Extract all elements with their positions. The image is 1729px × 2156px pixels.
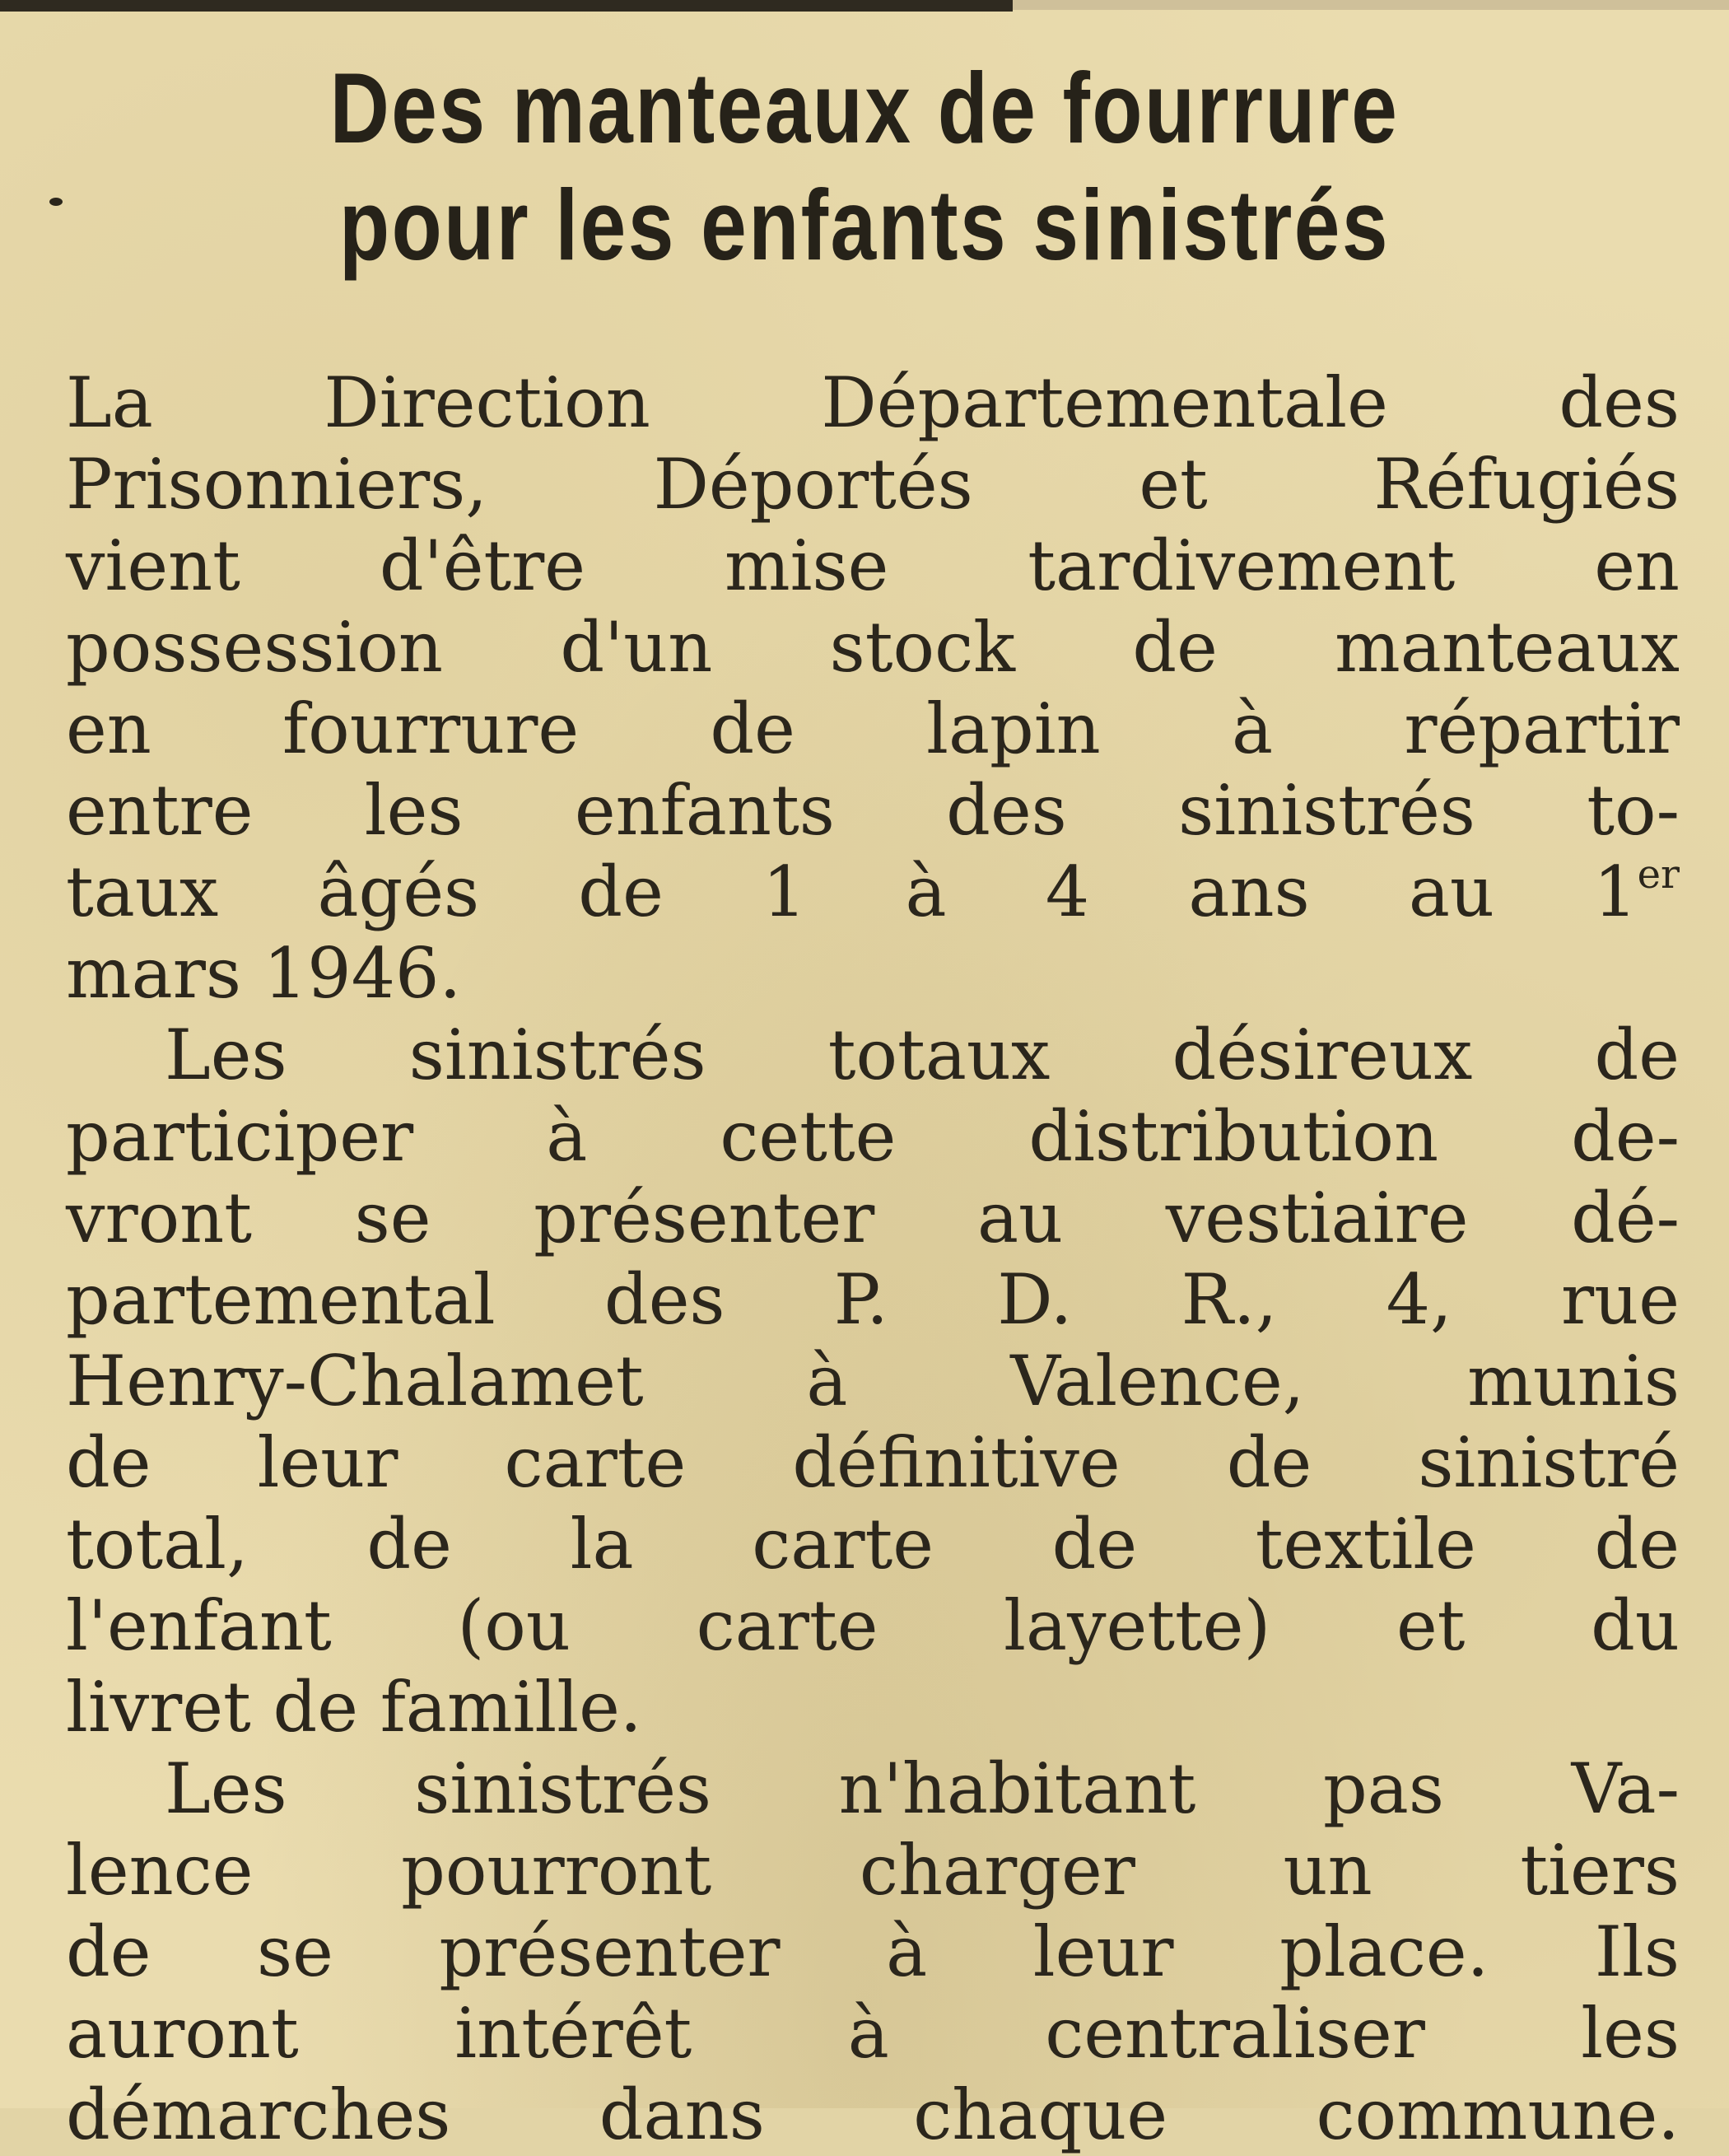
body-line: en fourrure de lapin à répartir (66, 688, 1680, 769)
headline-line-2: pour les enfants sinistrés (339, 169, 1390, 281)
body-line: mars 1946. (66, 933, 462, 1014)
top-rule-faded (1013, 0, 1729, 10)
body-line: vient d'être mise tardivement en (66, 525, 1680, 606)
ordinal-superscript: er (1637, 852, 1680, 898)
top-rule (0, 0, 1013, 12)
body-line: livret de famille. (66, 1667, 642, 1748)
headline-line-1: Des manteaux de fourrure (329, 52, 1400, 164)
article-headline (183, 49, 1546, 283)
body-line: total, de la carte de textile de (66, 1504, 1680, 1584)
body-line: auront intérêt à centraliser les (66, 1993, 1680, 2074)
body-line: partemental des P. D. R., 4, rue (66, 1259, 1680, 1340)
body-line: entre les enfants des sinistrés to- (66, 770, 1680, 851)
body-line: participer à cette distribution de- (66, 1096, 1680, 1177)
body-line-with-ordinal (66, 852, 1680, 933)
body-line-text: taux âgés de 1 à 4 ans au 1 (66, 852, 1638, 932)
body-line: Les sinistrés totaux désireux de (165, 1015, 1680, 1095)
body-line: l'enfant (ou carte layette) et du (66, 1585, 1680, 1666)
body-line: de leur carte définitive de sinistré (66, 1422, 1680, 1503)
body-line: Prisonniers, Déportés et Réfugiés (66, 444, 1680, 525)
body-line: de se présenter à leur place. Ils (66, 1911, 1680, 1992)
body-line: Henry-Chalamet à Valence, munis (66, 1341, 1680, 1421)
body-line: démarches dans chaque commune. (66, 2074, 1680, 2155)
ink-speck (49, 198, 63, 206)
body-line: Les sinistrés n'habitant pas Va- (165, 1748, 1680, 1829)
body-line: vront se présenter au vestiaire dé- (66, 1178, 1680, 1258)
body-line: lence pourront charger un tiers (66, 1830, 1680, 1911)
article-body (66, 362, 1680, 2156)
body-line: possession d'un stock de manteaux (66, 607, 1680, 688)
body-line: La Direction Départementale des (66, 362, 1680, 443)
